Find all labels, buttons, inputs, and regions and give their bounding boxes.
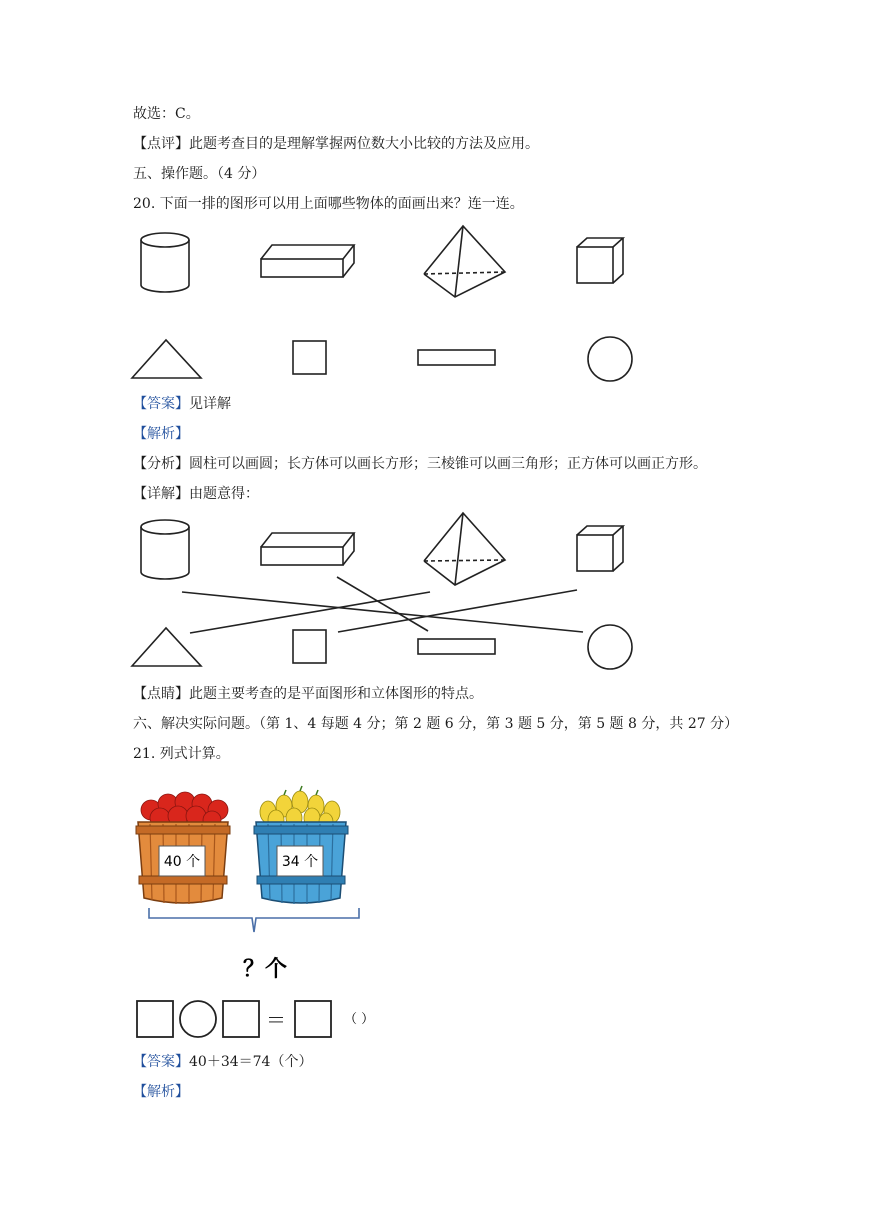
apple-basket-label: 40 个 xyxy=(163,854,201,870)
cuboid-shape xyxy=(261,533,354,565)
cube-shape xyxy=(577,526,623,571)
rectangle-shape xyxy=(418,639,495,654)
pear-basket-label: 34 个 xyxy=(281,854,319,870)
answer-line-21: 【答案】40＋34＝74（个） xyxy=(133,1054,313,1070)
blank-box-3 xyxy=(295,1001,331,1037)
comment-tag: 【点评】 xyxy=(133,136,189,152)
cylinder-shape xyxy=(141,520,189,579)
cuboid-shape xyxy=(261,245,354,277)
apple-basket-picture xyxy=(136,792,230,904)
circle-shape xyxy=(588,337,632,381)
rectangle-shape xyxy=(418,350,495,365)
blank-box-1 xyxy=(137,1001,173,1037)
question-count-label: ？个 xyxy=(242,957,288,982)
cylinder-shape xyxy=(141,233,189,292)
highlight-line: 【点睛】此题主要考查的是平面图形和立体图形的特点。 xyxy=(133,686,483,702)
connect-line-cuboid-rectangle xyxy=(337,577,428,631)
fenxi-line: 【分析】圆柱可以画圆；长方体可以画长方形；三棱锥可以画三角形；正方体可以画正方形。 xyxy=(133,456,707,472)
answer-tag: 【答案】 xyxy=(133,1054,189,1070)
detail-tag: 【详解】 xyxy=(133,486,189,502)
brace-shape xyxy=(149,908,359,932)
equals-sign: ＝ xyxy=(266,1008,286,1032)
analysis-tag: 【解析】 xyxy=(133,426,189,442)
circle-shape xyxy=(588,625,632,669)
square-shape xyxy=(293,341,326,374)
cube-shape xyxy=(577,238,623,283)
answer-line-20: 【答案】见详解 xyxy=(133,396,231,412)
triangle-shape xyxy=(132,340,201,378)
line-conclusion: 故选：C。 xyxy=(133,106,200,122)
question-20: 20. 下面一排的图形可以用上面哪些物体的面画出来？连一连。 xyxy=(133,196,524,212)
square-shape xyxy=(293,630,326,663)
question-21: 21. 列式计算。 xyxy=(133,746,230,762)
detail-line: 【详解】由题意得： xyxy=(133,486,259,502)
section-six-heading: 六、解决实际问题。（第 1、4 每题 4 分；第 2 题 6 分，第 3 题 5 分，第 5 题 8 分，共 27 分） xyxy=(133,716,739,732)
connect-line-cylinder-circle xyxy=(182,592,583,632)
fenxi-tag: 【分析】 xyxy=(133,456,189,472)
triangular-pyramid-shape xyxy=(424,226,505,297)
answer-tag: 【答案】 xyxy=(133,396,189,412)
unit-parenthesis: （ ） xyxy=(344,1012,375,1027)
blank-box-2 xyxy=(223,1001,259,1037)
highlight-tag: 【点睛】 xyxy=(133,686,189,702)
triangular-pyramid-shape xyxy=(424,513,505,585)
section-five-heading: 五、操作题。（4 分） xyxy=(133,166,266,182)
operator-circle xyxy=(180,1001,216,1037)
analysis-tag: 【解析】 xyxy=(133,1084,189,1100)
line-comment: 【点评】此题考查目的是理解掌握两位数大小比较的方法及应用。 xyxy=(133,136,539,152)
pear-basket-picture xyxy=(254,786,348,904)
